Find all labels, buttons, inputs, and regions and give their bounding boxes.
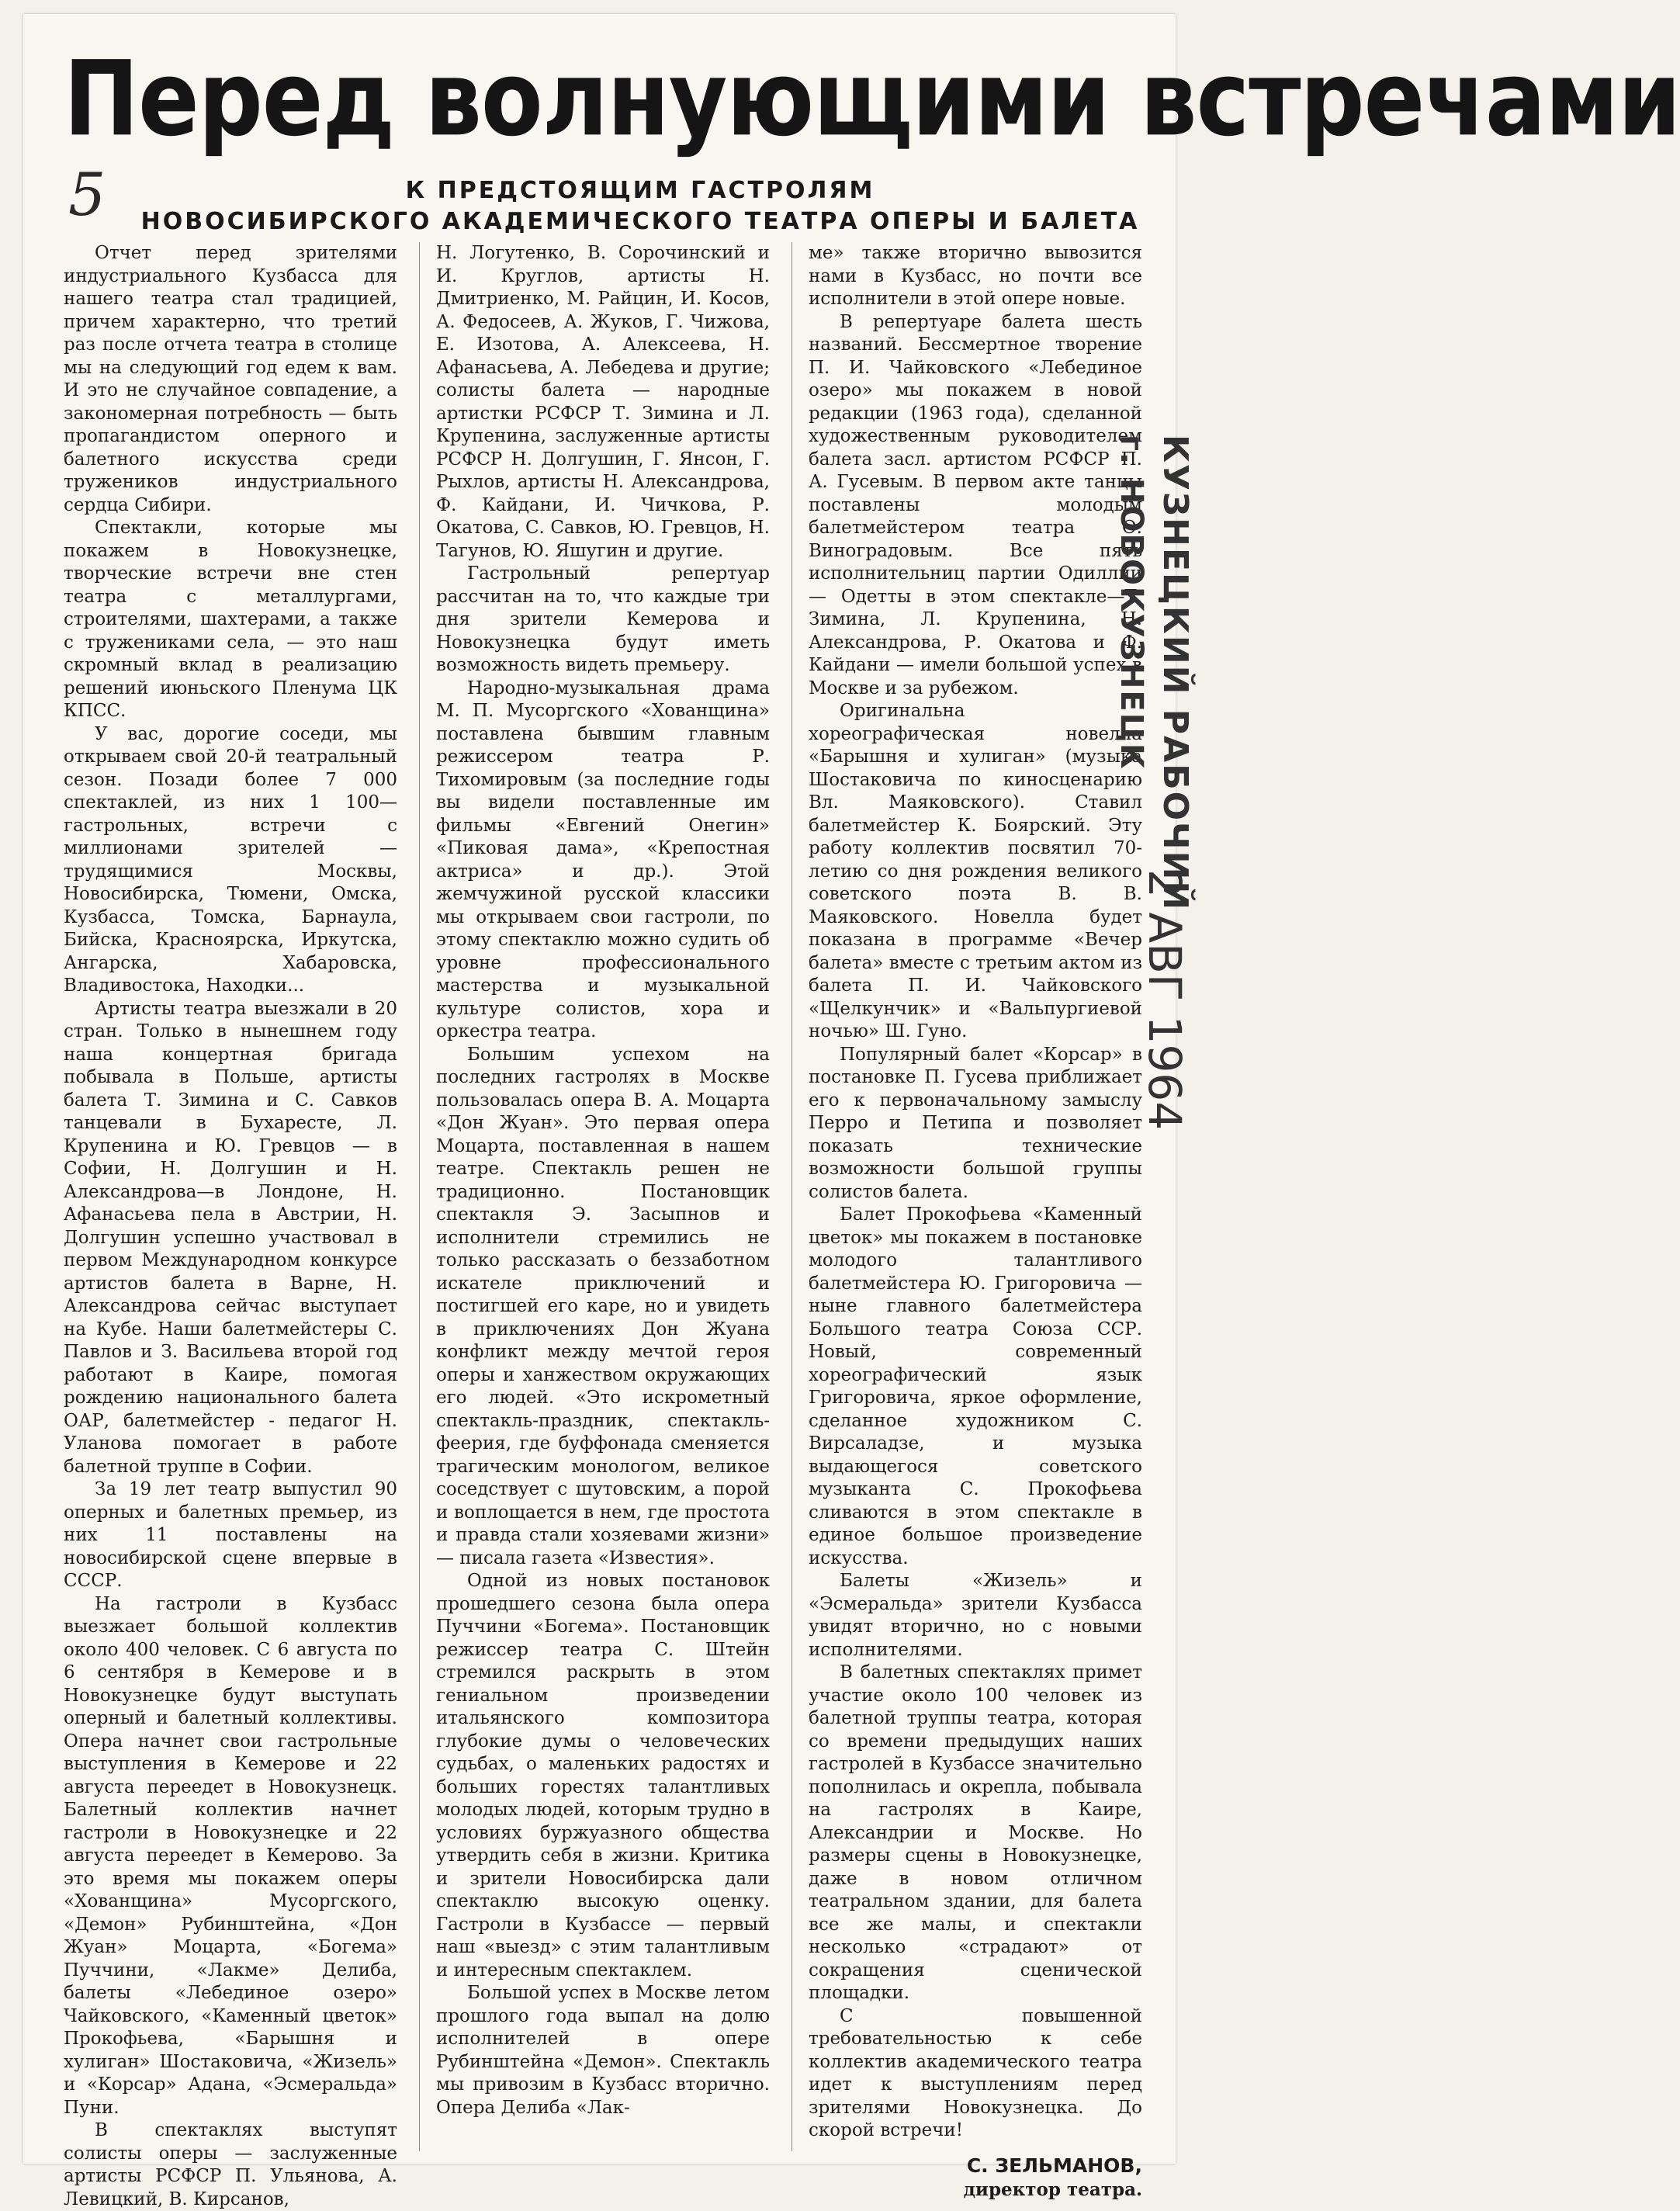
- paragraph: За 19 лет театр выпустил 90 оперных и балетных премьер, из них 11 поставлены на новосибирской сцене впервые в СССР.: [64, 1479, 397, 1591]
- paragraph: Оригинальна хореографическая новелла «Барышня и хулиган» (музыка Шостаковича по киносценарию Вл. Маяковского). Ставил балетмейстер К. Боярский. Эту работу коллектив посвятил 70-летию со дня рождения великого советского поэта В. В. Маяковского. Новелла будет показана в программе «Вечер балета» вместе с третьим актом из балета П. И. Чайковского «Щелкунчик» и «Вальпургиевой ночью» Ш. Гуно.: [809, 701, 1142, 1041]
- paragraph: У вас, дорогие соседи, мы открываем свой 20-й театральный сезон. Позади более 7 000 спектаклей, из них 1 100—гастрольных, встречи с миллионами зрителей — трудящимися Москвы, Новосибирска, Тюмени, Омска, Кузбасса, Томска, Барнаула, Бийска, Красноярска, Иркутска, Ангарска, Хабаровска, Владивостока, Находки...: [64, 723, 397, 996]
- paragraph: Н. Логутенко, В. Сорочинский и И. Круглов, артисты Н. Дмитриенко, М. Райцин, И. Косов, А. Федосеев, А. Жуков, Г. Чижова, Е. Изотова, А. Алексеева, Н. Афанасьева, А. Лебедева и другие; солисты балета — народные артистки РСФСР Т. Зимина и Л. Крупенина, заслуженные артисты РСФСР Н. Долгушин, Г. Янсон, Г. Рыхлов, артисты Н. Александрова, Ф. Кайдани, И. Чичкова, Р. Окатова, С. Савков, Ю. Гревцов, Н. Тагунов, Ю. Яшугин и другие.: [436, 243, 770, 561]
- stamp-city: г. НОВОКУЗНЕЦК: [1114, 435, 1149, 771]
- stamp-newspaper-name: КУЗНЕЦКИЙ РАБОЧИЙ: [1155, 435, 1195, 912]
- paragraph: Популярный балет «Корсар» в постановке П. Гусева приближает его к первоначальному замыслу Перро и Петипа и позволяет показать технические возможности большой группы солистов балета.: [809, 1044, 1142, 1202]
- column-1: [64, 242, 397, 2211]
- paragraph: Балеты «Жизель» и «Эсмеральда» зрители Кузбасса увидят вторично, но с новыми исполнителями.: [809, 1571, 1142, 1660]
- column-3: [809, 242, 1142, 2201]
- paragraph: Большим успехом на последних гастролях в Москве пользовалась опера В. А. Моцарта «Дон Жуан». Это первая опера Моцарта, поставленная в нашем театре. Спектакль решен не традиционно. Постановщик спектакля Э. Засыпнов и исполнители стремились не только рассказать о беззаботном искателе приключений и постигшей его каре, но и увидеть в приключениях Дон Жуана конфликт между мечтой героя оперы и ханжеством окружающих его людей. «Это искрометный спектакль-праздник, спектакль-феерия, где буффонада сменяется трагическим монологом, великое соседствует с шутовским, а порой и воплощается в нем, где простота и правда стали хозяевами жизни» — писала газета «Известия».: [436, 1044, 770, 1568]
- paragraph: Спектакли, которые мы покажем в Новокузнецке, творческие встречи вне стен театра с металлургами, строителями, шахтерами, а также с тружениками села, — это наш скромный вклад в реализацию решений июньского Пленума ЦК КПСС.: [64, 518, 397, 721]
- paragraph: Большой успех в Москве летом прошлого года выпал на долю исполнителей в опере Рубинштейна «Демон». Спектакль мы привозим в Кузбасс вторично. Опера Делиба «Лак-: [436, 1983, 770, 2118]
- paragraph: В репертуаре балета шесть названий. Бессмертное творение П. И. Чайковского «Лебединое озеро» мы покажем в новой редакции (1963 года), сделанной художественным руководителем балета засл. артистом РСФСР П. А. Гусевым. В первом акте танцы поставлены молодым балетмейстером театра О. Виноградовым. Все пять исполнительниц партии Одиллии — Одетты в этом спектакле—Т. Зимина, Л. Крупенина, Н. Александрова, Р. Окатова и Ф. Кайдани — имели большой успех в Москве и за рубежом.: [809, 311, 1142, 698]
- newspaper-clipping: [23, 14, 1680, 2209]
- author-signature: С. ЗЕЛЬМАНОВ,: [966, 2154, 1142, 2177]
- paragraph: В спектаклях выступят солисты оперы — заслуженные артисты РСФСР П. Ульянова, А. Левицкий, В. Кирсанов,: [64, 2120, 397, 2209]
- paragraph: Балет Прокофьева «Каменный цветок» мы покажем в постановке молодого талантливого балетмейстера Ю. Григоровича — ныне главного балетмейстера Большого театра Союза ССР. Новый, современный хореографический язык Григоровича, яркое оформление, сделанное художником С. Вирсаладзе, и музыка выдающегося советского музыканта С. Прокофьева сливаются в этом спектакле в единое большое произведение искусства.: [809, 1204, 1142, 1568]
- subheading-line-1: К ПРЕДСТОЯЩИМ ГАСТРОЛЯМ: [405, 177, 875, 204]
- column-divider: [419, 242, 420, 2151]
- column-2: [436, 242, 770, 2119]
- paragraph: На гастроли в Кузбасс выезжает большой коллектив около 400 человек. С 6 августа по 6 сентября в Кемерове и в Новокузнецке будут выступать оперный и балетный коллективы. Опера начнет свои гастрольные выступления в Кемерове и 22 августа переедет в Новокузнецк. Балетный коллектив начнет гастроли в Новокузнецке и 22 августа переедет в Кемерово. За это время мы покажем оперы «Хованщина» Мусоргского, «Демон» Рубинштейна, «Дон Жуан» Моцарта, «Богема» Пуччини, «Лакме» Делиба, балеты «Лебединое озеро» Чайковского, «Каменный цветок» Прокофьева, «Барышня и хулиган» Шостаковича, «Жизель» и «Корсар» Адана, «Эсмеральда» Пуни.: [64, 1593, 397, 2118]
- author-title: директор театра.: [963, 2178, 1142, 2200]
- handwritten-mark: 5: [68, 160, 106, 229]
- newspaper-source-stamp: [1114, 435, 1195, 911]
- paragraph: Гастрольный репертуар рассчитан на то, что каждые три дня зрители Кемерова и Новокузнецка будут иметь возможность видеть премьеру.: [436, 563, 770, 675]
- article-body: [64, 242, 1173, 2209]
- date-stamp: 2 АВГ 1964: [1138, 869, 1191, 1131]
- paragraph: ме» также вторично вывозится нами в Кузбасс, но почти все исполнители в этой опере новые.: [809, 243, 1142, 309]
- paragraph: С повышенной требовательностью к себе коллектив академического театра идет к выступлениям перед зрителями Новокузнецка. До скорой встречи!: [809, 2005, 1142, 2140]
- paragraph: В балетных спектаклях примет участие около 100 человек из балетной труппы театра, которая со времени предыдущих наших гастролей в Кузбассе значительно пополнилась и окрепла, побывала на гастролях в Каире, Александрии и Москве. Но размеры сцены в Новокузнецке, даже в новом отличном театральном здании, для балета все же малы, и спектакли несколько «страдают» от сокращения сценической площадки.: [809, 1662, 1142, 2003]
- paragraph: Народно-музыкальная драма М. П. Мусоргского «Хованщина» поставлена бывшим главным режиссером театра Р. Тихомировым (за последние годы вы видели поставленные им фильмы «Евгений Онегин» «Пиковая дама», «Крепостная актриса» и др.). Этой жемчужиной русской классики мы открываем свои гастроли, по этому спектаклю можно судить об уровне профессионального мастерства и музыкальной культуре солистов, хора и оркестра театра.: [436, 678, 770, 1041]
- paragraph: Одной из новых постановок прошедшего сезона была опера Пуччини «Богема». Постановщик режиссер театра С. Штейн стремился раскрыть в этом гениальном произведении итальянского композитора глубокие думы о человеческих судьбах, о маленьких радостях и больших горестях талантливых молодых людей, которым трудно в условиях буржуазного общества утвердить себя в жизни. Критика и зрители Новосибирска дали спектаклю высокую оценку. Гастроли в Кузбассе — первый наш «выезд» с этим талантливым и интересным спектаклем.: [436, 1571, 770, 1981]
- paragraph: Артисты театра выезжали в 20 стран. Только в нынешнем году наша концертная бригада побывала в Польше, артисты балета Т. Зимина и С. Савков танцевали в Бухаресте, Л. Крупенина и Ю. Гревцов — в Софии, Н. Долгушин и Н. Александрова—в Лондоне, Н. Афанасьева пела в Австрии, Н. Долгушин успешно участвовал в первом Международном конкурсе артистов балета в Варне, Н. Александрова сейчас выступает на Кубе. Наши балетмейстеры С. Павлов и З. Васильева второй год работают в Каире, помогая рождению национального балета ОАР, балетмейстер - педагог Н. Уланова помогает в работе балетной труппе в Софии.: [64, 998, 397, 1477]
- headline: Перед волнующими встречами: [64, 39, 1680, 160]
- paragraph: Отчет перед зрителями индустриального Кузбасса для нашего театра стал традицией, причем характерно, что третий раз после отчета театра в столице мы на следующий год едем к вам. И это не случайное совпадение, а закономерная потребность — быть пропагандистом оперного и балетного искусства среди тружеников индустриального сердца Сибири.: [64, 243, 397, 515]
- subheading-line-2: НОВОСИБИРСКОГО АКАДЕМИЧЕСКОГО ТЕАТРА ОПЕРЫ И БАЛЕТА: [140, 208, 1140, 235]
